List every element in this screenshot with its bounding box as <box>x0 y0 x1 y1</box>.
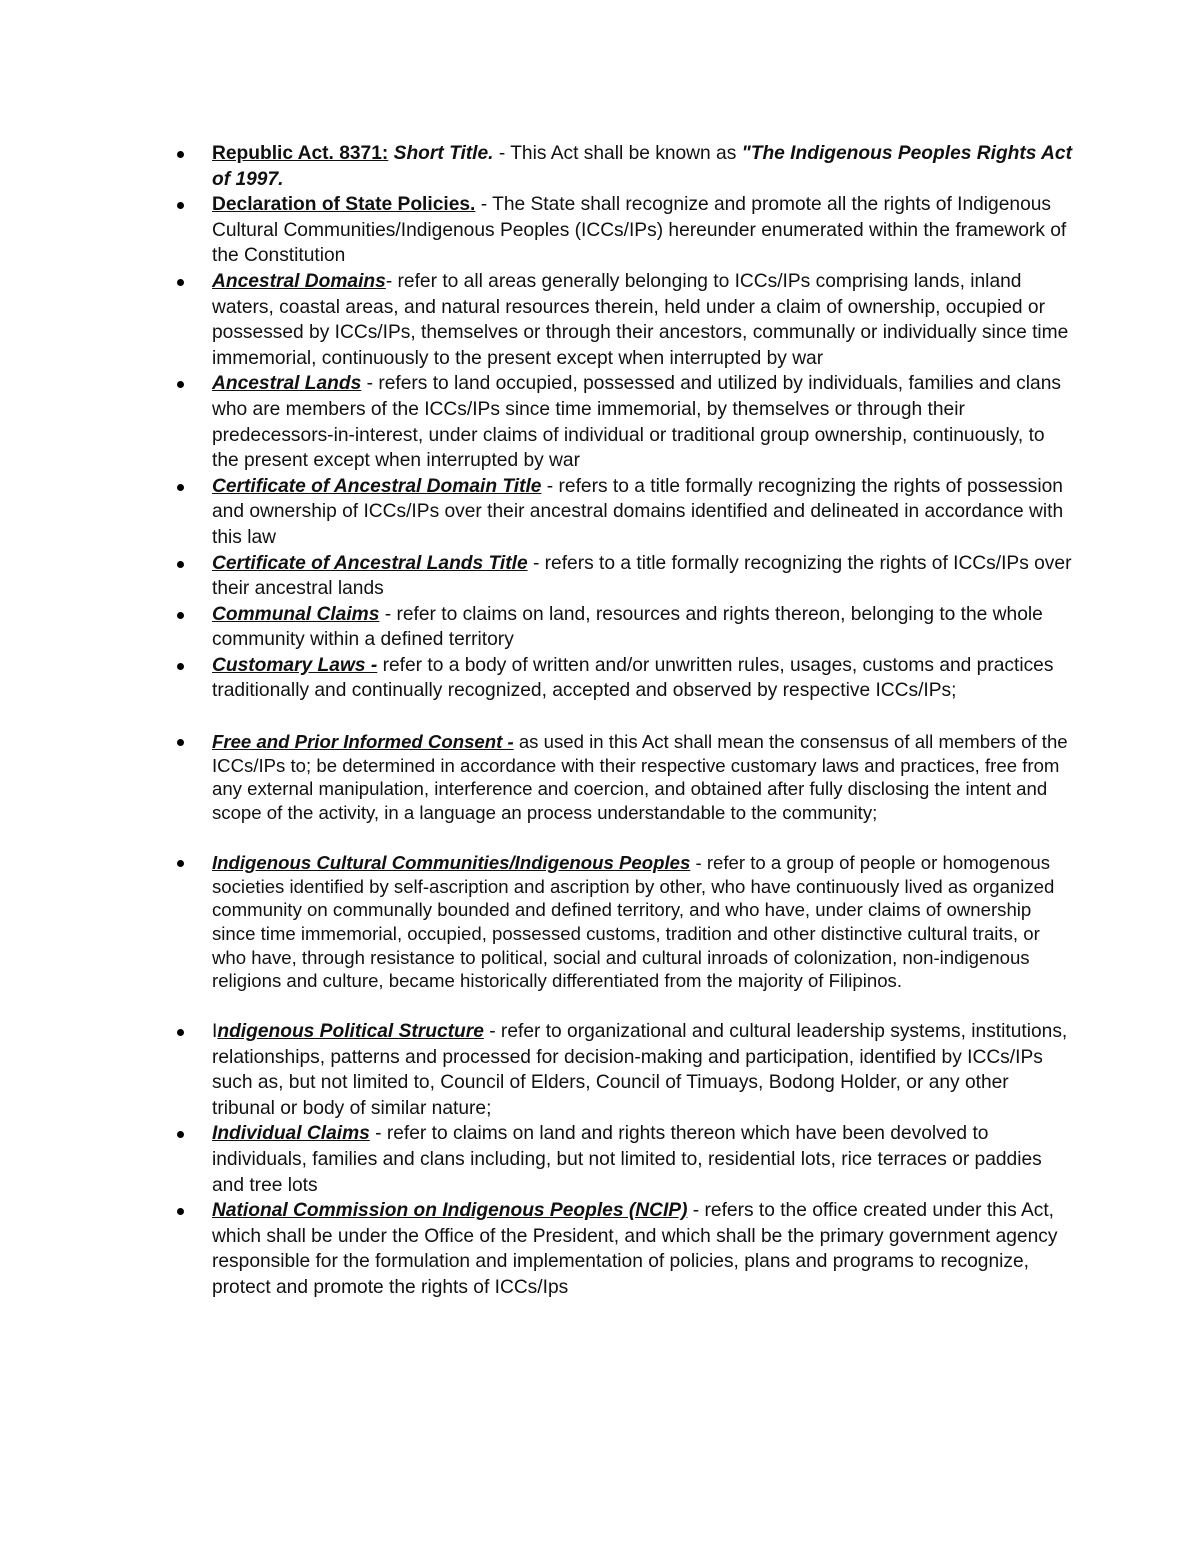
term-label: Communal Claims <box>212 603 380 625</box>
definition-text: - refer to organizational and cultural leadership systems, institutions, relationships, patterns and processed for decision-making and participation, identified by ICCs/IPs such as, but not limited to, Council of Elders, Council of Timuays, Bodong Holder, or any other tribunal or body of similar nature; <box>212 1021 1068 1119</box>
definition-text: - refers to a title formally recognizing the rights of ICCs/IPs over their ancestral lands <box>212 552 1072 600</box>
list-item-ancestral-lands <box>212 371 1072 473</box>
list-item-fpic <box>212 730 1072 825</box>
term-label: Free and Prior Informed Consent - <box>212 731 514 753</box>
list-item-calt <box>212 551 1072 602</box>
definition-text: - refers to the office created under this Act, which shall be under the Office of the President, and which shall be the primary government agency responsible for the formulation and implementation of policies, plans and programs to recognize, protect and promote the rights of ICCs/Ips <box>212 1200 1058 1299</box>
definition-text: - refer to claims on land, resources and rights thereon, belonging to the whole community within a defined territory <box>212 603 1043 651</box>
definition-text: as used in this Act shall mean the consensus of all members of the ICCs/IPs to; be determined in accordance with their respective customary laws and practices, free from any external manipulation, interference and coercion, and obtained after fully disclosing the intent and scope of the activity, in a language an process understandable to the community; <box>212 731 1068 824</box>
term-label: Certificate of Ancestral Lands Title <box>212 552 528 574</box>
list-item-customary-laws <box>212 653 1072 704</box>
term-label: Republic Act. 8371: <box>212 143 389 164</box>
definition-text: - refer to claims on land and rights thereon which have been devolved to individuals, families and clans including, but not limited to, residential lots, rice terraces or paddies and tree lots <box>212 1123 1042 1196</box>
definition-text: - refer to all areas generally belonging to ICCs/IPs comprising lands, inland waters, coastal areas, and natural resources therein, held under a claim of ownership, occupied or possessed by ICCs/IPs, themselves or through their ancestors, communally or individually since time immemorial, continuously to the present except when interrupted by war <box>212 270 1069 369</box>
definition-text: - refers to land occupied, possessed and utilized by individuals, families and clans who are members of the ICCs/IPs since time immemorial, by themselves or through their predecessors-in-interest, under claims of individual or traditional group ownership, continuously, to the present except when interrupted by war <box>212 373 1061 472</box>
list-item-state-policies <box>212 192 1072 269</box>
list-item-political-structure <box>212 1019 1072 1121</box>
definitions-list <box>212 141 1072 1301</box>
list-item-cadt <box>212 474 1072 551</box>
subterm-label: Short Title. <box>393 143 494 164</box>
act-name: "The Indigenous Peoples Rights Act of 1997. <box>212 143 1072 190</box>
term-label: Individual Claims <box>212 1123 370 1145</box>
term-label: ndigenous Political Structure <box>217 1021 484 1043</box>
term-label: Customary Laws - <box>212 654 378 676</box>
term-prefix: I <box>212 1021 218 1043</box>
term-label: Ancestral Domains <box>212 270 386 292</box>
list-item-communal-claims <box>212 602 1072 653</box>
list-item-icc-ip <box>212 851 1072 993</box>
term-label: Declaration of State Policies. <box>212 194 476 216</box>
term-label: Ancestral Lands <box>212 373 362 395</box>
term-label: Certificate of Ancestral Domain Title <box>212 475 542 497</box>
definition-text: - refer to a group of people or homogenous societies identified by self-ascription and ascription by other, who have continuously lived as organized community on communally bounded and defined territory, and who have, under claims of ownership since time immemorial, occupied, possessed customs, tradition and other distinctive cultural traits, or who have, through resistance to political, social and cultural inroads of colonization, non-indigenous religions and culture, became historically differentiated from the majority of Filipinos. <box>212 851 1055 992</box>
list-item-republic-act <box>212 141 1072 192</box>
list-item-ancestral-domains <box>212 269 1072 371</box>
definition-text: - refers to a title formally recognizing the rights of possession and ownership of ICCs/IPs over their ancestral domains identified and delineated in accordance with this law <box>212 475 1064 548</box>
list-item-ncip <box>212 1198 1072 1300</box>
term-label: National Commission on Indigenous Peoples (NCIP) <box>212 1200 688 1222</box>
term-label: Indigenous Cultural Communities/Indigenous Peoples <box>212 851 691 873</box>
list-item-individual-claims <box>212 1121 1072 1198</box>
definition-text: refer to a body of written and/or unwritten rules, usages, customs and practices traditionally and continually recognized, accepted and observed by respective ICCs/IPs; <box>212 654 1054 702</box>
definition-text: - This Act shall be known as <box>493 143 742 164</box>
definition-text: - The State shall recognize and promote all the rights of Indigenous Cultural Communities/Indigenous Peoples (ICCs/IPs) hereunder enumerated within the framework of the Constitution <box>212 194 1067 267</box>
